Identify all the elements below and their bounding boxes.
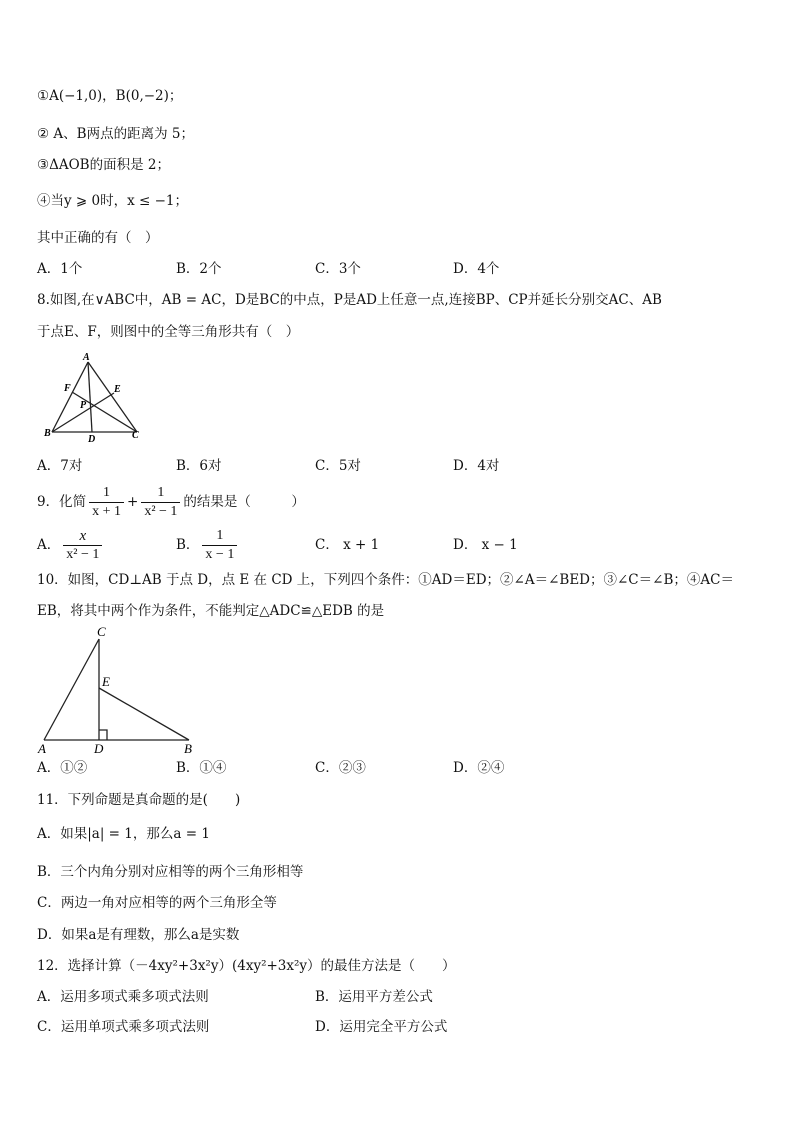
segment-ac <box>88 362 137 432</box>
q9-suffix: 的结果是（ ） <box>183 494 305 510</box>
q9-option-a-den: x² − 1 <box>63 545 102 563</box>
q9-f2-den: x² − 1 <box>141 502 180 520</box>
label-a: A <box>83 352 90 363</box>
label-d: D <box>88 434 96 445</box>
q9-option-b-den: x − 1 <box>202 545 237 563</box>
q11-stem: 11．下列命题是真命题的是( ) <box>37 792 241 808</box>
label-p: P <box>80 400 87 411</box>
q7-prompt: 其中正确的有（ ） <box>37 230 159 246</box>
right-angle-mark <box>99 730 107 740</box>
label-e: E <box>114 384 121 395</box>
q11-option-b: B．三个内角分别对应相等的两个三角形相等 <box>37 864 304 880</box>
statement-2: ② A、B两点的距离为 5； <box>37 126 194 142</box>
q8-option-b: B．6对 <box>176 458 222 474</box>
label-c: C <box>97 624 106 639</box>
q8-option-d: D．4对 <box>453 458 500 474</box>
q10-option-a: A．①② <box>37 760 88 776</box>
q12-option-b: B．运用平方差公式 <box>315 989 433 1005</box>
q10-option-d: D．②④ <box>453 760 505 776</box>
q11-option-c: C．两边一角对应相等的两个三角形全等 <box>37 895 277 911</box>
q9-option-a-num: x <box>79 528 87 544</box>
q8-option-a: A．7对 <box>37 458 83 474</box>
q7-option-a: A．1个 <box>37 261 83 277</box>
q9-stem <box>37 484 305 520</box>
q10-option-b: B．①④ <box>176 760 227 776</box>
q9-f2-num: 1 <box>157 485 165 500</box>
q9-option-a-prefix: A． <box>37 537 61 553</box>
statement-4: ④当y ⩾ 0时，x ≤ −1； <box>37 193 189 209</box>
q9-option-a <box>37 527 105 563</box>
statement-1: ①A(−1,0)，B(0,−2)； <box>37 88 183 104</box>
statement-3: ③ΔAOB的面积是 2； <box>37 157 170 173</box>
q9-option-a-fraction <box>63 528 102 563</box>
segment-eb <box>99 688 189 740</box>
q9-f1-num: 1 <box>103 485 111 500</box>
q8-option-c: C．5对 <box>315 458 361 474</box>
q10-stem-line2: EB，将其中两个作为条件，不能判定△ADC≌△EDB 的是 <box>37 603 385 619</box>
segment-ad <box>88 362 92 432</box>
q9-fraction-1 <box>89 485 124 520</box>
label-a: A <box>38 741 46 754</box>
label-b: B <box>44 428 51 439</box>
segment-ab <box>52 362 88 432</box>
label-c: C <box>132 430 139 441</box>
q9-option-c: C． x + 1 <box>315 537 380 553</box>
q9-plus: + <box>127 494 139 510</box>
q11-option-a: A．如果|a| = 1，那么a = 1 <box>37 826 210 842</box>
label-f: F <box>64 383 71 394</box>
q12-option-d: D．运用完全平方公式 <box>315 1019 448 1035</box>
q9-option-b-fraction <box>202 528 237 563</box>
q7-option-d: D．4个 <box>453 261 500 277</box>
q8-triangle-figure <box>36 350 148 445</box>
q10-option-c: C．②③ <box>315 760 366 776</box>
q9-prefix: 9．化简 <box>37 494 87 510</box>
q10-right-triangle-figure <box>34 622 204 754</box>
label-b: B <box>184 741 192 754</box>
segment-ac <box>44 639 99 740</box>
q9-f1-den: x + 1 <box>89 502 124 520</box>
q8-stem-line1: 8.如图,在∨ABC中，AB = AC，D是BC的中点，P是AD上任意一点,连接BP、CP并延长分别交AC、AB <box>37 292 662 308</box>
q10-stem-line1: 10．如图，CD⊥AB 于点 D，点 E 在 CD 上，下列四个条件：①AD＝ED；②∠A＝∠BED；③∠C＝∠B；④AC＝ <box>37 572 734 588</box>
q12-stem: 12．选择计算（－4xy²+3x²y）(4xy²+3x²y）的最佳方法是（ ） <box>37 958 456 974</box>
label-e: E <box>102 674 110 689</box>
q9-fraction-2 <box>141 485 180 520</box>
q7-option-b: B．2个 <box>176 261 222 277</box>
q12-option-c: C．运用单项式乘多项式法则 <box>37 1019 210 1035</box>
q8-stem-line2: 于点E、F，则图中的全等三角形共有（ ） <box>37 324 300 340</box>
q9-option-b-prefix: B． <box>176 537 200 553</box>
q9-option-b-num: 1 <box>216 528 224 543</box>
label-d: D <box>94 741 104 754</box>
q12-option-a: A．运用多项式乘多项式法则 <box>37 989 209 1005</box>
q7-option-c: C．3个 <box>315 261 361 277</box>
segment-cf <box>72 392 137 432</box>
q9-option-d: D． x − 1 <box>453 537 518 553</box>
q11-option-d: D．如果a是有理数，那么a是实数 <box>37 927 240 943</box>
q9-option-b <box>176 527 240 563</box>
